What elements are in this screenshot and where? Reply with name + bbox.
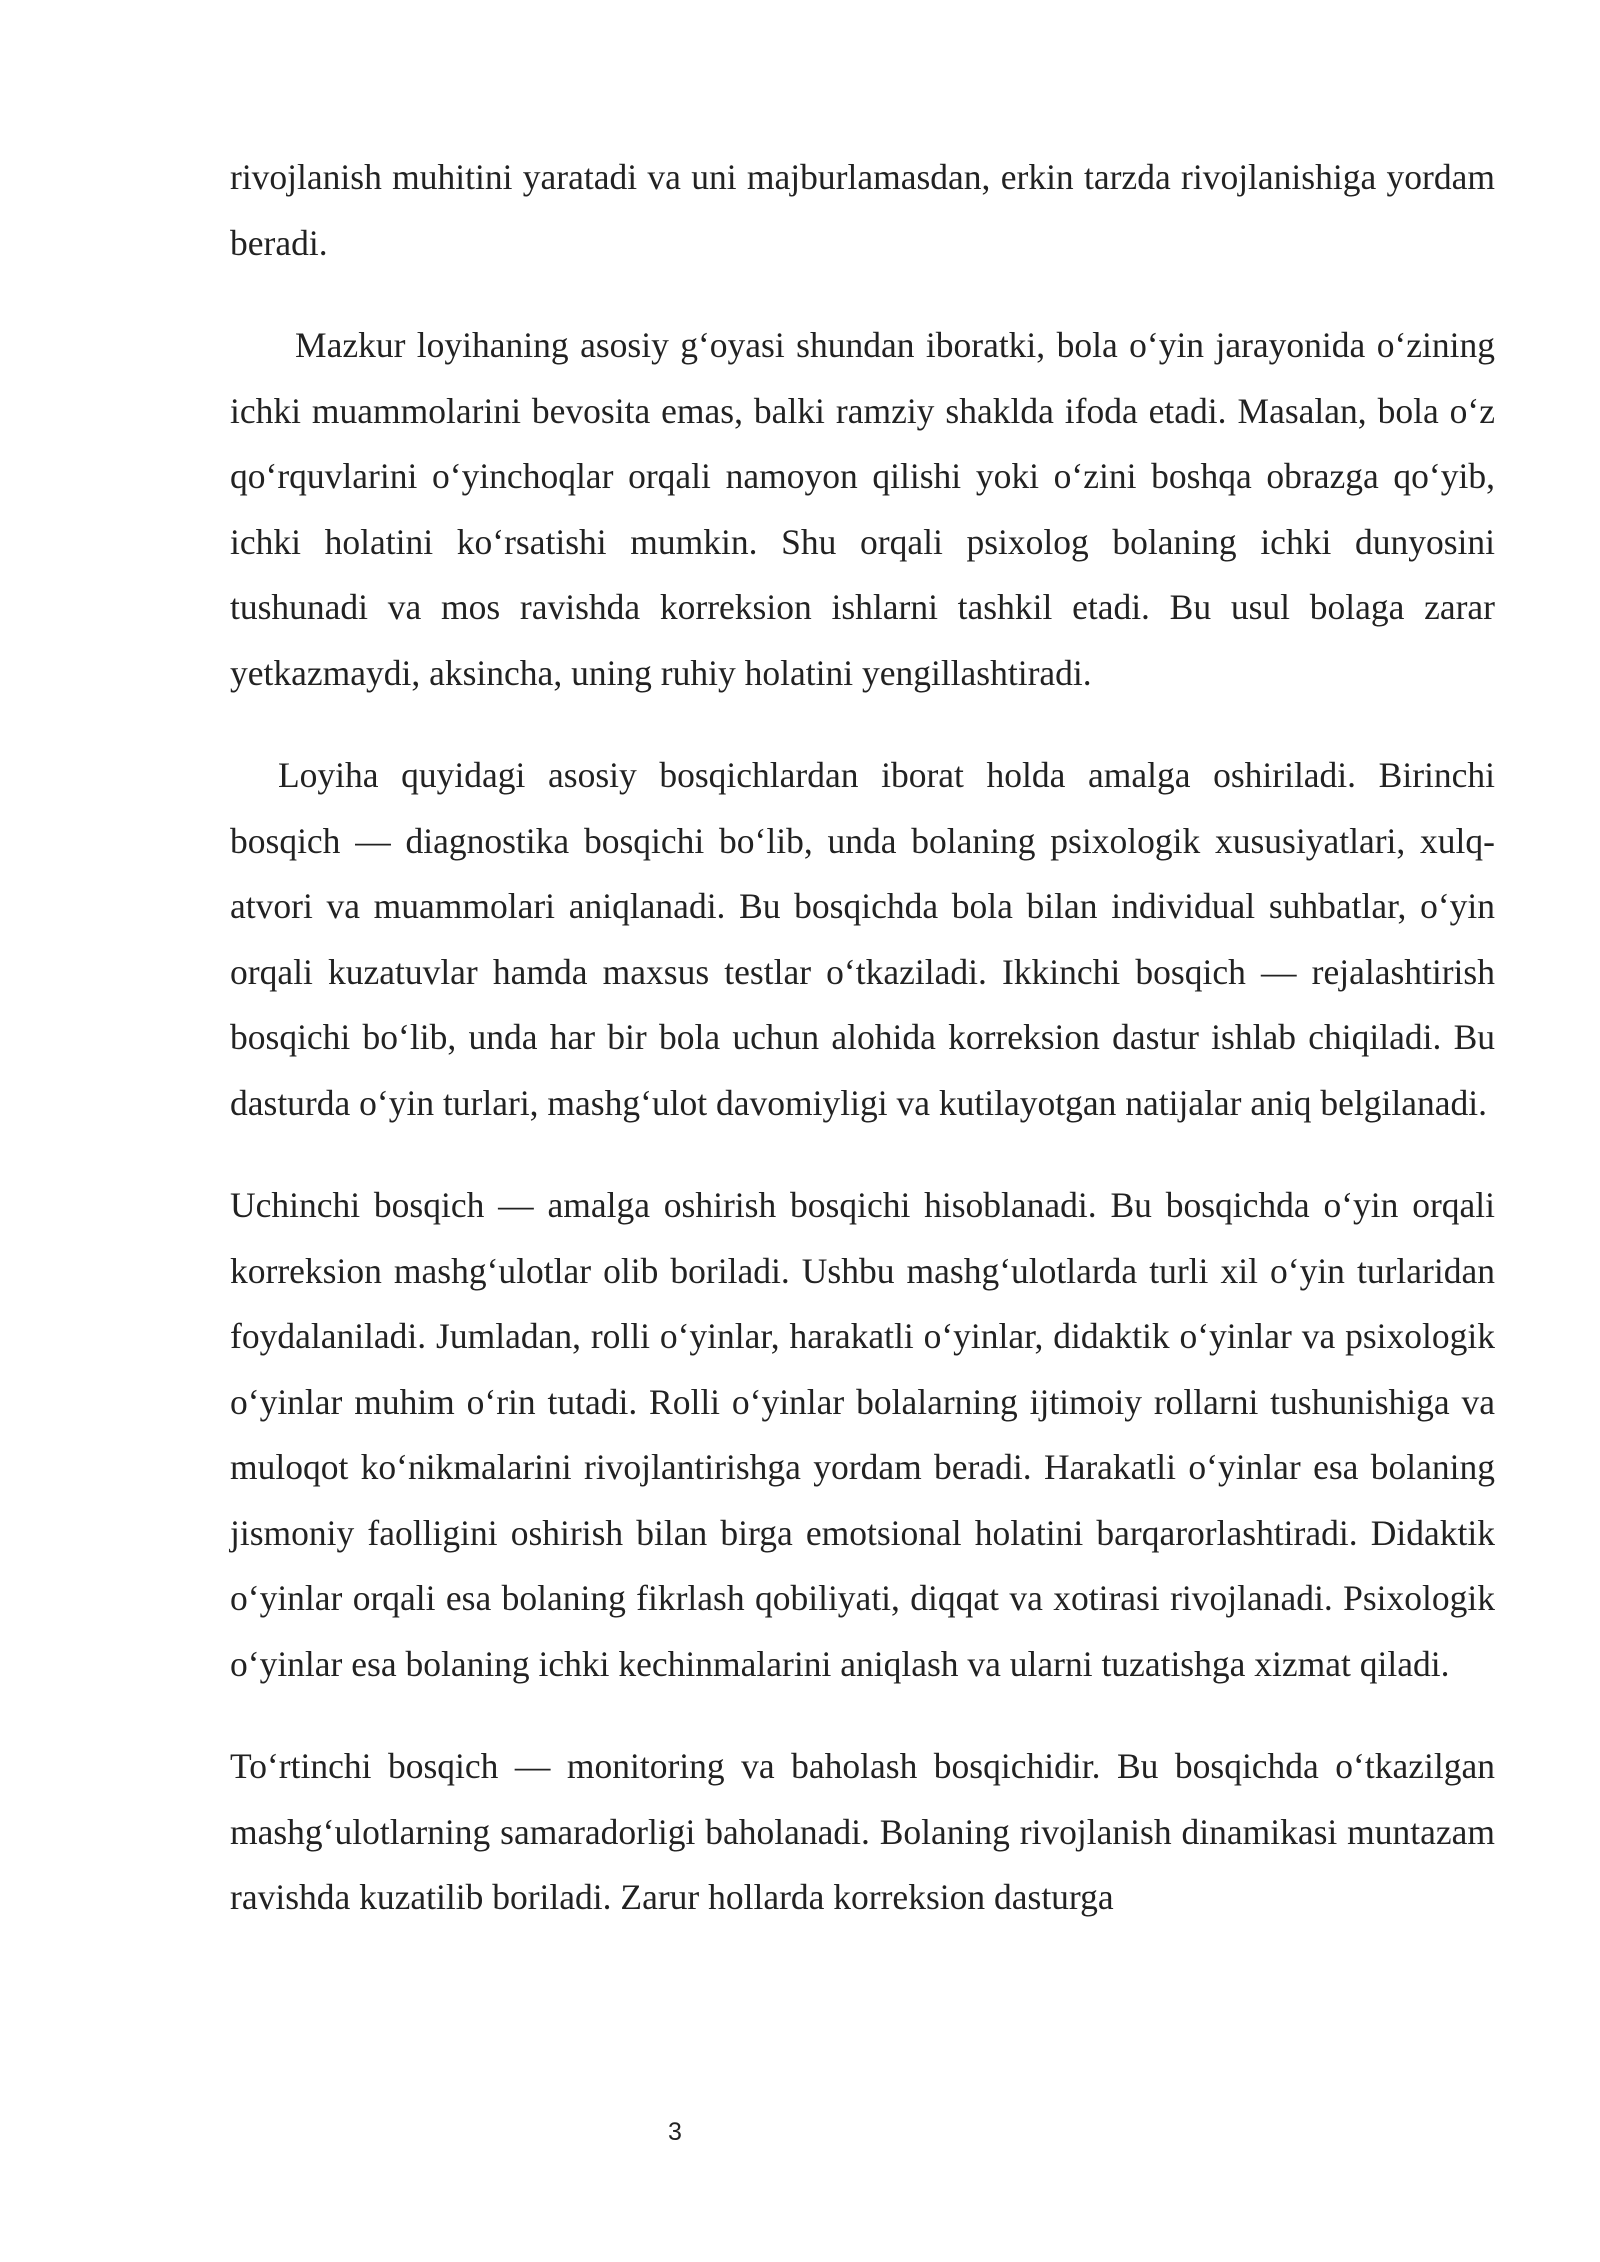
paragraph-continuation: rivojlanish muhitini yaratadi va uni majburlamasdan, erkin tarzda rivojlanishiga yordam beradi. bbox=[230, 157, 1495, 263]
paragraph-project-stages: Loyiha quyidagi asosiy bosqichlardan iborat holda amalga oshiriladi. Birinchi bosqich — diagnostika bosqichi bo‘lib, unda bolaning psixologik xususiyatlari, xulq-atvori va muammolari aniqlanadi. Bu bosqichda bola bilan individual suhbatlar, o‘yin orqali kuzatuvlar hamda maxsus testlar o‘tkaziladi. Ikkinchi bosqich — rejalashtirish bosqichi bo‘lib, unda har bir bola uchun alohida korreksion dastur ishlab chiqiladi. Bu dasturda o‘yin turlari, mashg‘ulot davomiyligi va kutilayotgan natijalar aniq belgilanadi. bbox=[230, 755, 1495, 1123]
paragraph-project-idea: Mazkur loyihaning asosiy g‘oyasi shundan iboratki, bola o‘yin jarayonida o‘zining ichki muammolarini bevosita emas, balki ramziy shaklda ifoda etadi. Masalan, bola o‘z qo‘rquvlarini o‘yinchoqlar orqali namoyon qilishi yoki o‘zini boshqa obrazga qo‘yib, ichki holatini ko‘rsatishi mumkin. Shu orqali psixolog bolaning ichki dunyosini tushunadi va mos ravishda korreksion ishlarni tashkil etadi. Bu usul bolaga zarar yetkazmaydi, aksincha, uning ruhiy holatini yengillashtiradi. bbox=[230, 325, 1495, 693]
paragraph-third-stage: Uchinchi bosqich — amalga oshirish bosqichi hisoblanadi. Bu bosqichda o‘yin orqali korreksion mashg‘ulotlar olib boriladi. Ushbu mashg‘ulotlarda turli xil o‘yin turlaridan foydalaniladi. Jumladan, rolli o‘yinlar, harakatli o‘yinlar, didaktik o‘yinlar va psixologik o‘yinlar muhim o‘rin tutadi. Rolli o‘yinlar bolalarning ijtimoiy rollarni tushunishiga va muloqot ko‘nikmalarini rivojlantirishga yordam beradi. Harakatli o‘yinlar esa bolaning jismoniy faolligini oshirish bilan birga emotsional holatini barqarorlashtiradi. Didaktik o‘yinlar orqali esa bolaning fikrlash qobiliyati, diqqat va xotirasi rivojlanadi. Psixologik o‘yinlar esa bolaning ichki kechinmalarini aniqlash va ularni tuzatishga xizmat qiladi. bbox=[230, 1185, 1495, 1684]
paragraph-fourth-stage: To‘rtinchi bosqich — monitoring va baholash bosqichidir. Bu bosqichda o‘tkazilgan mashg‘ulotlarning samaradorligi baholanadi. Bolaning rivojlanish dinamikasi muntazam ravishda kuzatilib boriladi. Zarur hollarda korreksion dasturga bbox=[230, 1746, 1495, 1917]
body-text bbox=[230, 145, 1495, 1968]
page-number: 3 bbox=[668, 2118, 682, 2146]
